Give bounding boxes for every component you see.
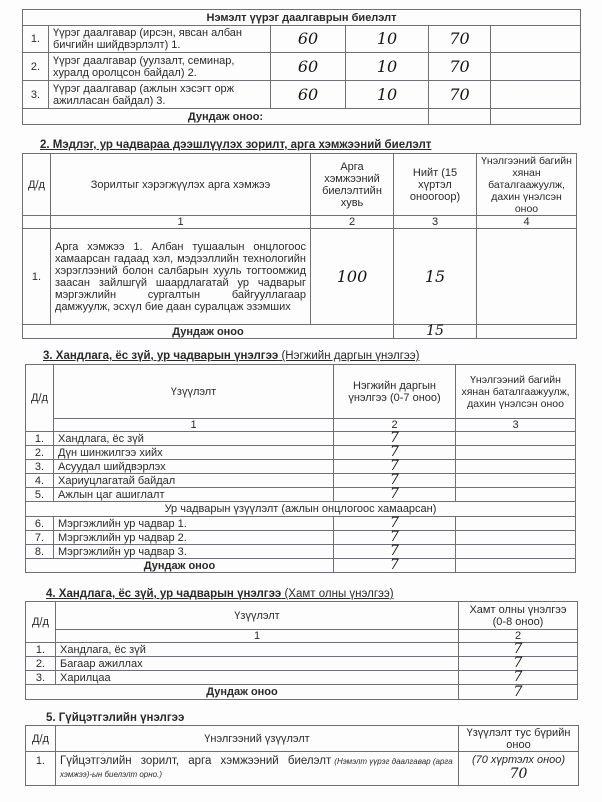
reviewed-value xyxy=(477,229,577,325)
header-total: Нийт (15 хүртэл оноогоор) xyxy=(394,154,477,216)
header-percent: Арга хэмжээний биелэлтийн хувь xyxy=(311,154,394,216)
average-label: Дундаж оноо: xyxy=(23,109,429,125)
header-reviewed: Үнэлгээний багийн хянан баталгаажуулж, дахин үнэлсэн оноо xyxy=(477,154,577,216)
section-2-title: 2. Мэдлэг, ур чадвараа дээшлүүлэх зорилт, арга хэмжээний биелэлт xyxy=(40,139,432,151)
score-value: 7 xyxy=(334,531,456,545)
table-row xyxy=(26,460,576,474)
header-score: Үзүүлэлт тус бүрийн оноо xyxy=(459,726,579,752)
reviewed-value xyxy=(456,474,576,488)
score-value: 7 xyxy=(334,474,456,488)
index-cell: 2 xyxy=(334,419,456,432)
header-indicator: Үнэлгээний үзүүлэлт xyxy=(56,726,459,752)
header-indicator: Үзүүлэлт xyxy=(54,365,334,419)
score-cell xyxy=(491,53,581,81)
row-number: 5. xyxy=(26,488,54,502)
indicator-label: Дүн шинжилгээ хийх xyxy=(54,446,334,460)
indicator-label: Гүйцэтгэлийн зорилт, арга хэмжээний биелэлт xyxy=(60,755,332,767)
skills-subheader: Ур чадварын үзүүлэлт (ажлын онцлогоос хамаарсан) xyxy=(26,502,576,517)
table-row xyxy=(26,531,576,545)
indicator-label: Асуудал шийдвэрлэх xyxy=(54,460,334,474)
index-cell: 4 xyxy=(477,216,577,229)
average-label: Дундаж оноо xyxy=(26,685,459,700)
reviewed-value xyxy=(456,488,576,502)
table-row xyxy=(26,432,576,446)
table-row xyxy=(26,517,576,531)
index-cell: 3 xyxy=(394,216,477,229)
score-cell xyxy=(491,81,581,109)
indicator-label: Мэргэжлийн ур чадвар 1. xyxy=(54,517,334,531)
score-value: 7 xyxy=(334,432,456,446)
average-row xyxy=(26,685,578,700)
average-total: 15 xyxy=(394,325,477,339)
score-cell: 70 xyxy=(429,53,491,81)
header-num: Д/д xyxy=(26,726,56,752)
task-label: Үүрэг даалгавар (уулзалт, семинар, хуралд оролцсон байдал) 2. xyxy=(49,53,271,81)
row-number: 2. xyxy=(26,446,54,460)
score-cell: 60 xyxy=(271,81,346,109)
table-row xyxy=(26,752,579,786)
measure-label: Арга хэмжээ 1. Албан тушаалын онцлогоос хамаарсан гадаад хэл, мэдээллийн технологийн хэрэглээний болон салбарын хууль тогтоомжид заасан зайлшгүй шаардлагатай ур чадварыг мэргэжлийн сургалтын байгууллагаар дамжуулж, эсхүл бие даан суралцаж эзэмших xyxy=(51,229,311,325)
percent-value: 100 xyxy=(311,229,394,325)
header-peer-score: Хамт олны үнэлгээ (0-8 оноо) xyxy=(459,602,578,630)
average-value xyxy=(429,109,491,125)
score-value: 7 xyxy=(334,545,456,559)
section-3-title xyxy=(43,350,419,362)
task-label: Үүрэг даалгавар (ирсэн, явсан албан бичгийн шийдвэрлэлт) 1. xyxy=(49,26,271,53)
indicator-label: Хандлага, ёс зүй xyxy=(54,432,334,446)
header-measure: Зорилтыг хэрэгжүүлэх арга хэмжээ xyxy=(51,154,311,216)
header-num: Д/д xyxy=(26,602,56,643)
row-number: 4. xyxy=(26,474,54,488)
row-number: 3. xyxy=(26,671,56,685)
section-4-title-bold: 4. Хандлага, ёс зүй, ур чадварын үнэлгээ xyxy=(46,588,282,600)
reviewed-value xyxy=(456,545,576,559)
row-number: 1. xyxy=(26,643,56,657)
row-number: 1. xyxy=(23,26,49,53)
index-cell: 1 xyxy=(56,630,459,643)
score-value: 7 xyxy=(334,460,456,474)
index-row xyxy=(26,419,576,432)
total-value: 15 xyxy=(394,229,477,325)
row-number: 1. xyxy=(26,752,56,786)
index-cell: 3 xyxy=(456,419,576,432)
average-label: Дундаж оноо xyxy=(26,559,334,573)
table-row xyxy=(26,545,576,559)
table-row xyxy=(26,671,578,685)
score-cell: 60 xyxy=(271,53,346,81)
header-row xyxy=(26,365,576,419)
reviewed-value xyxy=(456,446,576,460)
supervisor-evaluation-table xyxy=(25,364,576,573)
average-row xyxy=(26,559,576,573)
score-cell: 10 xyxy=(346,53,429,81)
average-score: 7 xyxy=(459,685,578,700)
score-cell: 10 xyxy=(346,81,429,109)
section-5-title: 5. Гүйцэтгэлийн үнэлгээ xyxy=(46,712,185,724)
index-cell: 2 xyxy=(311,216,394,229)
index-row xyxy=(23,216,577,229)
header-row xyxy=(26,602,578,630)
row-number: 3. xyxy=(26,460,54,474)
table-row xyxy=(23,53,581,81)
table-row xyxy=(26,657,578,671)
indicator-note: (Нэмэлт үүрэг даалгавар (арга хэмжээ)-ын биелэлт орно.) xyxy=(60,757,453,779)
average-reviewed xyxy=(456,559,576,573)
reviewed-value xyxy=(456,460,576,474)
table-row xyxy=(23,229,577,325)
indicator-label: Мэргэжлийн ур чадвар 2. xyxy=(54,531,334,545)
row-number: 1. xyxy=(26,432,54,446)
performance-evaluation-table xyxy=(25,725,579,786)
table-row xyxy=(26,446,576,460)
header-indicator: Үзүүлэлт xyxy=(56,602,459,630)
reviewed-value xyxy=(456,432,576,446)
index-cell: 1 xyxy=(54,419,334,432)
section-4-title xyxy=(46,588,394,600)
indicator-label: Багаар ажиллах xyxy=(56,657,459,671)
additional-tasks-table xyxy=(22,9,581,125)
table-row xyxy=(26,474,576,488)
indicator-label: Мэргэжлийн ур чадвар 3. xyxy=(54,545,334,559)
subheader-row xyxy=(26,502,576,517)
score-value: 70 xyxy=(509,766,528,782)
average-row xyxy=(23,325,577,339)
table-row xyxy=(23,26,581,53)
header-num: Д/д xyxy=(26,365,54,432)
indicator-cell xyxy=(56,752,459,786)
index-row xyxy=(26,630,578,643)
indicator-label: Ажлын цаг ашиглалт xyxy=(54,488,334,502)
knowledge-skills-table xyxy=(22,153,577,339)
average-reviewed xyxy=(477,325,577,339)
index-cell: 2 xyxy=(459,630,578,643)
row-number: 7. xyxy=(26,531,54,545)
table-row xyxy=(26,488,576,502)
score-cell: 60 xyxy=(271,26,346,53)
reviewed-value xyxy=(456,517,576,531)
row-number: 3. xyxy=(23,81,49,109)
section-3-title-bold: 3. Хандлага, ёс зүй, ур чадварын үнэлгээ xyxy=(43,350,279,362)
average-label: Дундаж оноо xyxy=(23,325,394,339)
row-number: 6. xyxy=(26,517,54,531)
score-value: 7 xyxy=(459,671,578,685)
score-cell: 10 xyxy=(346,26,429,53)
indicator-label: Харилцаа xyxy=(56,671,459,685)
header-supervisor-score: Нэгжийн даргын үнэлгээ (0-7 оноо) xyxy=(334,365,456,419)
table-row xyxy=(26,643,578,657)
table-row xyxy=(23,81,581,109)
average-row xyxy=(23,109,581,125)
score-cell xyxy=(491,26,581,53)
row-number: 2. xyxy=(23,53,49,81)
score-cell: 70 xyxy=(429,26,491,53)
reviewed-value xyxy=(456,531,576,545)
indicator-label: Хариуцлагатай байдал xyxy=(54,474,334,488)
score-cell: 70 xyxy=(429,81,491,109)
score-value: 7 xyxy=(334,488,456,502)
score-value: 7 xyxy=(334,446,456,460)
header-num: Д/д xyxy=(23,154,51,216)
row-number: 1. xyxy=(23,229,51,325)
table-title: Нэмэлт үүрэг даалгаврын биелэлт xyxy=(23,10,581,26)
section-3-title-normal: (Нэгжийн даргын үнэлгээ) xyxy=(278,350,420,362)
peer-evaluation-table xyxy=(25,601,578,700)
row-number: 8. xyxy=(26,545,54,559)
header-reviewed: Үнэлгээний багийн хянан баталгаажуулж, дахин үнэлсэн оноо xyxy=(456,365,576,419)
max-score-label: (70 хүртэлх оноо) xyxy=(471,754,566,766)
average-value xyxy=(491,109,581,125)
score-value: 7 xyxy=(459,643,578,657)
header-row xyxy=(23,154,577,216)
average-score: 7 xyxy=(334,559,456,573)
section-4-title-normal: (Хамт олны үнэлгээ) xyxy=(281,588,394,600)
row-number: 2. xyxy=(26,657,56,671)
header-row xyxy=(26,726,579,752)
score-value: 7 xyxy=(459,657,578,671)
indicator-label: Хандлага, ёс зүй xyxy=(56,643,459,657)
index-cell: 1 xyxy=(51,216,311,229)
score-value: 7 xyxy=(334,517,456,531)
score-cell xyxy=(459,752,579,786)
task-label: Үүрэг даалгавар (ажлын хэсэгт орж ажилласан байдал) 3. xyxy=(49,81,271,109)
